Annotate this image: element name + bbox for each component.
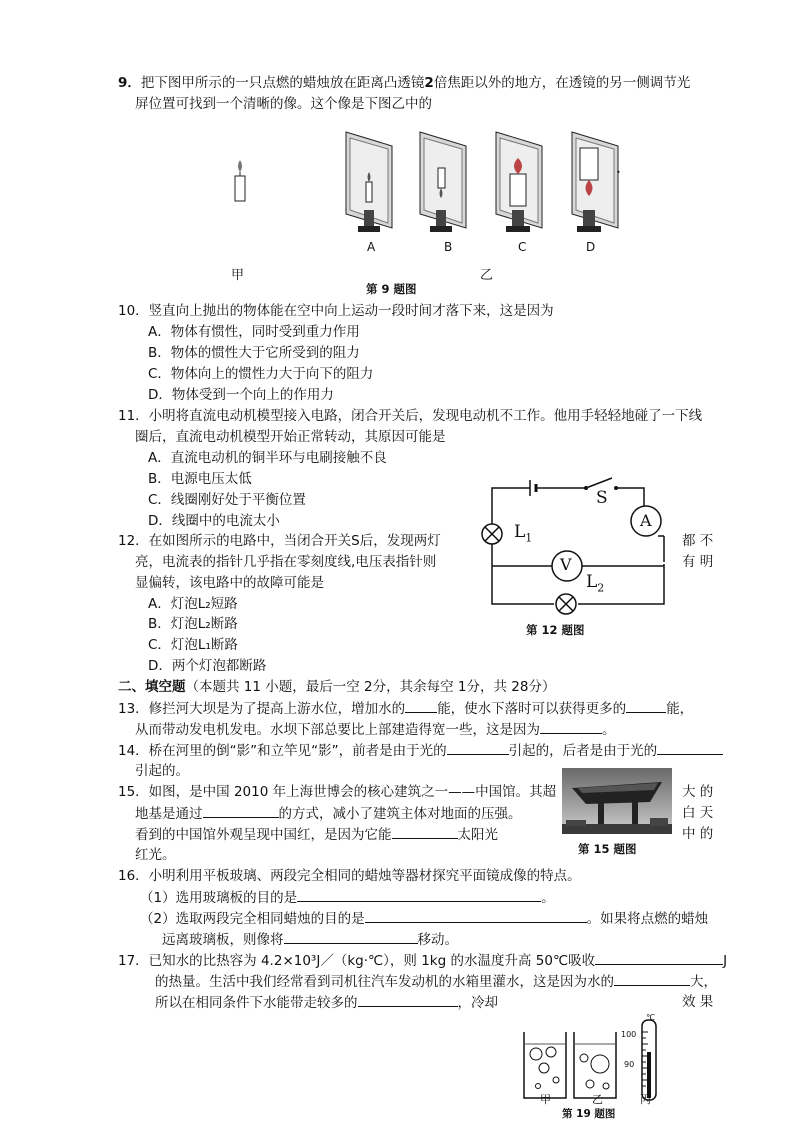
thermometer-unit: ℃ xyxy=(646,1013,655,1022)
q10-option-a: A．物体有惯性，同时受到重力作用 xyxy=(148,324,360,340)
q12-stem-1b: 都 不 xyxy=(682,533,714,549)
fig9-label-c: C xyxy=(518,240,527,254)
fig9-caption: 第 9 题图 xyxy=(366,282,417,296)
thermometer-tick-100: 100 xyxy=(621,1030,637,1039)
q11-option-a: A．直流电动机的铜半环与电刷接触不良 xyxy=(148,450,387,466)
q14-blank-1[interactable] xyxy=(447,740,509,755)
fig9-option-d xyxy=(566,128,626,238)
fig9-candle-jia xyxy=(226,158,256,208)
q9-line2: 屏位置可找到一个清晰的像。这个像是下图乙中的 xyxy=(135,96,432,112)
q10-option-b: B．物体的惯性大于它所受到的阻力 xyxy=(148,345,360,361)
q15-line2: 地基是通过 的方式，减小了建筑主体对地面的压强。 xyxy=(135,803,522,824)
q16-blank-3[interactable] xyxy=(284,929,418,944)
fig9-label-a: A xyxy=(367,240,376,254)
fig12-circuit xyxy=(478,476,678,616)
q15-line2c: 白 天 xyxy=(682,805,714,821)
china-pavilion-photo xyxy=(562,768,672,834)
q16-blank-2[interactable] xyxy=(365,908,587,923)
q13-blank-3[interactable] xyxy=(540,719,602,734)
fig9-label-d: D xyxy=(586,240,596,254)
fig9-label-jia: 甲 xyxy=(231,268,245,283)
q17-line2: 的热量。生活中我们经常看到司机往汽车发动机的水箱里灌水，这是因为水的 大， xyxy=(155,971,717,992)
q11-option-c: C．线圈刚好处于平衡位置 xyxy=(148,492,306,508)
q17-blank-2[interactable] xyxy=(614,971,690,986)
q15-line3c: 中 的 xyxy=(682,826,714,842)
voltmeter-symbol: V xyxy=(560,555,572,574)
q12-option-c: C．灯泡L₁断路 xyxy=(148,637,238,653)
q11-option-b: B．电源电压太低 xyxy=(148,471,252,487)
q15-line1b: 大 的 xyxy=(682,784,714,800)
fig19-label-jia: 甲 xyxy=(540,1093,551,1106)
q14-blank-2[interactable] xyxy=(657,740,723,755)
q17-line3c: 效 果 xyxy=(682,994,714,1010)
fig9-option-b xyxy=(414,128,474,238)
q13-blank-2[interactable] xyxy=(626,698,666,713)
circuit-lamp-l2-label: $L_2$ xyxy=(586,572,605,595)
fig19-label-yi: 乙 xyxy=(592,1093,603,1106)
q10-stem: 10．竖直向上抛出的物体能在空中向上运动一段时间才落下来，这是因为 xyxy=(118,303,554,319)
q15-blank-1[interactable] xyxy=(203,803,279,818)
q15-blank-2[interactable] xyxy=(392,824,458,839)
fig19-label-bing: 丙 xyxy=(640,1093,651,1106)
q16-sub-3: 远离玻璃板，则像将 移动。 xyxy=(162,929,458,950)
q10-option-c: C．物体向上的惯性力大于向下的阻力 xyxy=(148,366,374,382)
q16-blank-1[interactable] xyxy=(297,887,541,902)
q14-line1: 14．桥在河里的倒“影”和立竿见“影”，前者是由于光的 引起的，后者是由于光的 xyxy=(118,740,723,761)
circuit-lamp-l1-label: $L_1$ xyxy=(514,522,533,545)
q17-line1: 17．已知水的比热容为 4.2×10³J／（kg·℃），则 1kg 的水温度升高 50℃吸收 J xyxy=(118,950,727,971)
fig9-label-b: B xyxy=(444,240,453,254)
q12-stem-1: 12．在如图所示的电路中，当闭合开关S后，发现两灯 xyxy=(118,533,441,549)
fig19-caption: 第 19 题图 xyxy=(562,1108,616,1120)
q12-stem-2b: 有 明 xyxy=(682,554,714,570)
q15-line3: 看到的中国馆外观呈现中国红，是因为它能 太阳光 xyxy=(135,824,498,845)
fig9-label-yi: 乙 xyxy=(480,268,494,283)
q13-blank-1[interactable] xyxy=(405,698,437,713)
q11-stem-2: 圈后，直流电动机模型开始正常转动，其原因可能是 xyxy=(135,429,446,445)
q12-option-a: A．灯泡L₂短路 xyxy=(148,596,238,612)
q17-blank-3[interactable] xyxy=(358,992,458,1007)
q17-blank-1[interactable] xyxy=(595,950,723,965)
q11-stem-1: 11．小明将直流电动机模型接入电路，闭合开关后，发现电动机不工作。他用手轻轻地碰了一下线 xyxy=(118,408,703,424)
q17-line3: 所以在相同条件下水能带走较多的 ，冷却 xyxy=(155,992,498,1013)
q15-line4: 红光。 xyxy=(135,847,176,863)
q12-option-d: D．两个灯泡都断路 xyxy=(148,658,267,674)
fig9-option-a xyxy=(340,128,400,238)
q13-line2: 从而带动发电机发电。水坝下部总要比上部建造得宽一些，这是因为 。 xyxy=(135,719,616,740)
circuit-switch-label: S xyxy=(596,488,608,508)
q12-stem-2: 亮，电流表的指针几乎指在零刻度线,电压表指针则 xyxy=(135,554,437,570)
fig9-option-c xyxy=(490,128,550,238)
q16-sub-2: （2）选取两段完全相同蜡烛的目的是 。如果将点燃的蜡烛 xyxy=(140,908,708,929)
q16-sub-1: （1）选用玻璃板的目的是 。 xyxy=(140,887,555,908)
fig12-caption: 第 12 题图 xyxy=(526,623,585,637)
q16-stem: 16．小明利用平板玻璃、两段完全相同的蜡烛等器材探究平面镜成像的特点。 xyxy=(118,868,581,884)
q15-line1: 15．如图，是中国 2010 年上海世博会的核心建筑之一——中国馆。其超 xyxy=(118,784,557,800)
thermometer-tick-90: 90 xyxy=(624,1060,635,1069)
q13-line1: 13．修拦河大坝是为了提高上游水位，增加水的 能，使水下落时可以获得更多的 能， xyxy=(118,698,693,719)
fig9-mark: • xyxy=(616,168,621,177)
q14-line2: 引起的。 xyxy=(135,763,189,779)
q9-line1: 9．把下图甲所示的一只点燃的蜡烛放在距离凸透镜2倍焦距以外的地方，在透镜的另一侧调节光 xyxy=(118,75,691,91)
q12-stem-3: 显偏转，该电路中的故障可能是 xyxy=(135,575,324,591)
fig15-caption: 第 15 题图 xyxy=(578,842,637,856)
section-2-header: 二、填空题（本题共 11 小题，最后一空 2分，其余每空 1分，共 28分） xyxy=(118,679,556,695)
q10-option-d: D．物体受到一个向上的作用力 xyxy=(148,387,334,403)
ammeter-symbol: A xyxy=(640,511,652,530)
q12-option-b: B．灯泡L₂断路 xyxy=(148,616,238,632)
q11-option-d: D．线圈中的电流太小 xyxy=(148,513,280,529)
